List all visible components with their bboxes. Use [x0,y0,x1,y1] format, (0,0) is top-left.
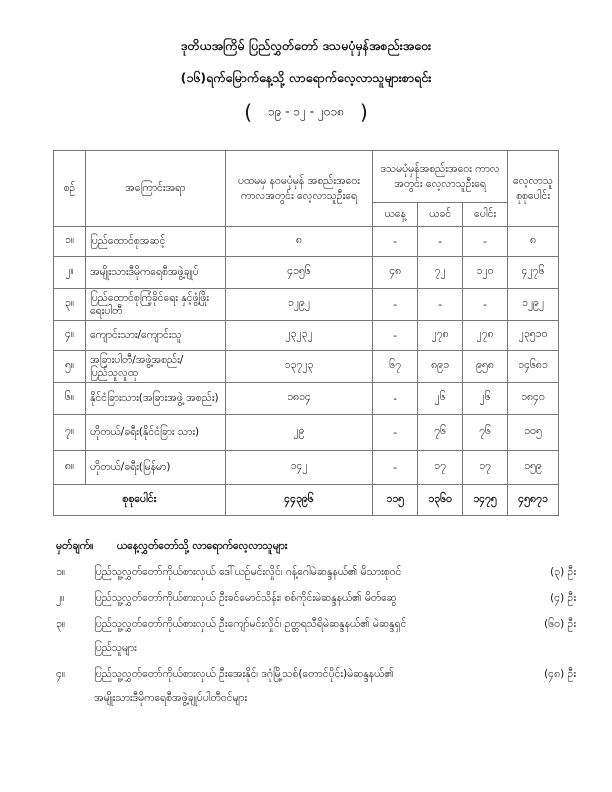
row-before: ၇၆ [418,415,463,451]
total-grand: ၄၅၈၇၁ [507,485,558,516]
row-sum: - [463,289,508,321]
row-before: - [418,227,463,257]
notes-section [56,540,576,715]
row-prev: ၈ [225,227,373,257]
total-today: ၁၁၅ [373,485,418,516]
row-subject: ကျောင်းသား/ကျောင်းသူ [85,321,225,351]
row-subject: ဟိုတယ်/ခရီး(မြန်မာ) [85,451,225,485]
note-number: ၄။ [56,668,66,680]
row-prev: ၁၄၂ [225,451,373,485]
header-line-2: (၁၆)ရက်မြောက်နေ့သို့ လာရောက်လေ့လာသူများစာရင်း [180,70,432,85]
notes-heading [56,540,576,555]
row-before: ၈၉၁ [418,351,463,383]
note-count: (၆၀) ဦး [544,618,576,630]
row-total: ၁၀၅ [507,415,558,451]
date-text: ၁၉ - ၁၂ - ၂၀၁၈ [267,104,345,119]
visitors-table [53,150,559,516]
row-today: ၄၈ [373,257,418,289]
row-no: ၆။ [54,383,86,415]
row-sum: ၁၂၀ [463,257,508,289]
row-total: ၁၅၉ [507,451,558,485]
row-prev: ၁၈၁၄ [225,383,373,415]
row-no: ၇။ [54,415,86,451]
row-total: ၈ [507,227,558,257]
note-count: (၄) ဦး [550,592,576,604]
note-item [56,665,576,707]
row-prev: ၁၃၇၂၃ [225,351,373,383]
note-item [56,563,576,581]
header-line-1: ဒုတိယအကြိမ် ပြည်လွှတ်တော် ဒသမပုံမှန်အစည်းအဝေး [180,38,432,53]
notes-label: မှတ်ချက်။ [56,540,94,552]
table-row [54,415,559,451]
header-date [0,100,612,124]
col-header-combined: ပေါင်း [463,203,508,227]
row-subject: ပြည်ထောင်စုကြံ့ခိုင်ရေး နှင့်ဖွံ့ဖြိုးရေးပါတီ [85,289,225,321]
row-before: - [418,289,463,321]
table-total-row [54,485,559,516]
bracket-open: ( [244,100,253,124]
note-number: ၃။ [56,618,66,630]
table-row [54,289,559,321]
row-sum: ၉၅၈ [463,351,508,383]
table-row [54,351,559,383]
note-number: ၂။ [56,592,65,604]
table-row [54,451,559,485]
row-sum: ၂၆ [463,383,508,415]
row-sum: - [463,227,508,257]
bracket-close: ) [359,100,368,124]
row-today: ၆၇ [373,351,418,383]
col-header-today: ယနေ့ [373,203,418,227]
row-prev: ၄၁၅၆ [225,257,373,289]
row-no: ၁။ [54,227,86,257]
row-subject: ဟိုတယ်/ခရီး(နိုင်ငံခြား သား) [85,415,225,451]
row-before: ၁၇ [418,451,463,485]
note-item [56,615,576,657]
row-subject: ပြည်ထောင်စုအဆင့် [85,227,225,257]
col-header-subject: အကြောင်းအရာ [85,151,225,227]
row-before: ၂၆ [418,383,463,415]
row-no: ၄။ [54,321,86,351]
note-text: ပြည်သူ့လွှတ်တော်ကိုယ်စားလှယ် ဦးကျော်မင်းလှိုင်၊ ဥတ္တရသီရိမဲဆန္ဒနယ်၏ မဲဆန္ဒရှင် [94,618,407,630]
note-continuation: ပြည်သူများ [94,642,137,654]
col-header-first-session: ပထမမှ နဝမပုံမှန် အစည်းအဝေးကာလအတွင်း လေ့လာသူဦးရေ [225,151,373,227]
row-sum: ၁၇ [463,451,508,485]
table-row [54,257,559,289]
row-total: ၁၈၄၀ [507,383,558,415]
note-text-block [94,615,512,657]
table-row [54,321,559,351]
total-prev: ၄၄၃၉၆ [225,485,373,516]
col-header-grand-total: လေ့လာသူ စုစုပေါင်း [507,151,558,227]
table-row [54,383,559,415]
row-no: ၈။ [54,451,86,485]
row-total: ၂၃၅၁၀ [507,321,558,351]
col-header-no: စဉ် [54,151,86,227]
row-sum: ၇၆ [463,415,508,451]
row-today: - [373,227,418,257]
note-count: (၄၈) ဦး [544,668,576,680]
row-no: ၂။ [54,257,86,289]
note-item [56,589,576,607]
row-subject: အမျိုးသားဒီမိုကရေစီအဖွဲ့ချုပ် [85,257,225,289]
row-no: ၃။ [54,289,86,321]
note-text: ပြည်သူ့လွှတ်တော်ကိုယ်စားလှယ် ဦးခင်မောင်သိန်း၊ စစ်ကိုင်းမဲဆန္ဒနယ်၏ မိတ်ဆွေ [94,592,397,604]
row-today: - [373,451,418,485]
note-number: ၁။ [56,566,66,578]
note-text: ပြည်သူ့လွှတ်တော်ကိုယ်စားလှယ် ဦးအေးနိုင်၊ ဒဂုံမြို့သစ်(တောင်ပိုင်း)မဲဆန္ဒနယ်၏ [94,668,394,680]
row-today: - [373,383,418,415]
note-continuation: အမျိုးသားဒီမိုကရေစီအဖွဲ့ချုပ်ပါတီဝင်များ [94,692,248,704]
row-total: ၄၂၇၆ [507,257,558,289]
row-before: ၇၂ [418,257,463,289]
total-sum: ၁၄၇၅ [463,485,508,516]
row-no: ၅။ [54,351,86,383]
row-today: - [373,289,418,321]
notes-title: ယနေ့လွှတ်တော်သို့ လာရောက်လေ့လာသူများ [116,540,288,552]
total-before: ၁၃၆၀ [418,485,463,516]
note-text-block [94,665,512,707]
row-sum: ၂၇၈ [463,321,508,351]
col-header-tenth-session: ဒသမပုံမှန်အစည်းအဝေး ကာလအတွင်း လေ့လာသူဦးရေ [373,151,508,203]
row-prev: ၁၂၉၂ [225,289,373,321]
note-count: (၃) ဦး [550,566,576,578]
row-total: ၁၄၆၈၁ [507,351,558,383]
row-prev: ၂၃၂၃၂ [225,321,373,351]
row-total: ၁၂၉၂ [507,289,558,321]
row-prev: ၂၉ [225,415,373,451]
total-label: စုစုပေါင်း [54,485,226,516]
row-today: - [373,321,418,351]
col-header-yesterday: ယခင် [418,203,463,227]
row-subject: နိုင်ငံခြားသား(အခြားအဖွဲ့ အစည်း) [85,383,225,415]
row-subject: အခြားပါတီ/အဖွဲ့အစည်း/ ပြည်သူလူထု [85,351,225,383]
row-before: ၂၇၈ [418,321,463,351]
table-row [54,227,559,257]
note-text: ပြည်သူ့လွှတ်တော်ကိုယ်စားလှယ် ဒေါ်ယဉ်မင်းလှိုင်၊ ဂန့်ဂေါမဲဆန္ဒနယ်၏ မိသားစုဝင် [94,566,402,578]
row-today: - [373,415,418,451]
